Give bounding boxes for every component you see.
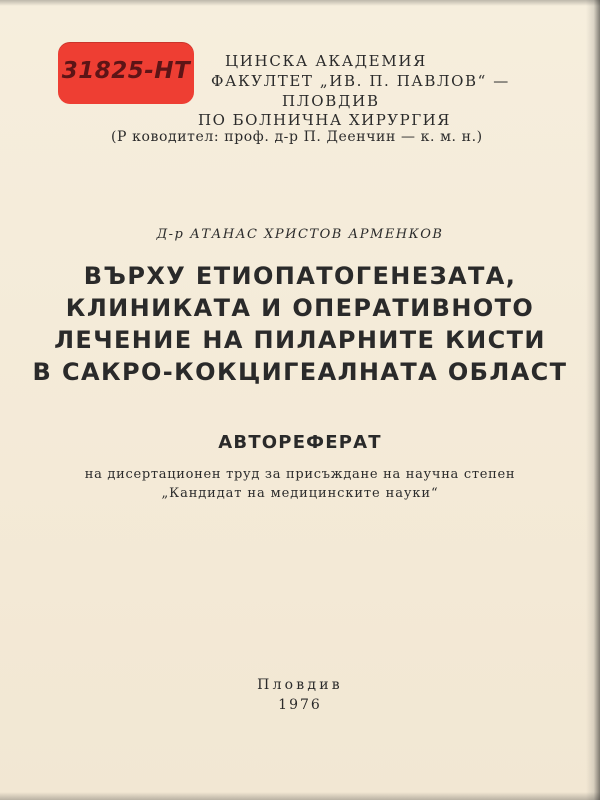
institution-line-3: ПЛОВДИВ [282,92,380,110]
abstract-subline-1: на дисертационен труд за присъждане на научна степен [84,467,516,482]
abstract-label: АВТОРЕФЕРАТ [218,432,382,453]
title-line-4: В САКРО-КОКЦИГЕАЛНАТА ОБЛАСТ [32,358,568,386]
title-line-3: ЛЕЧЕНИЕ НА ПИЛАРНИТЕ КИСТИ [54,326,546,354]
catalog-sticker [58,42,194,104]
author-name: Д-р АТАНАС ХРИСТОВ АРМЕНКОВ [156,227,444,242]
institution-line-5: (Р ководител: проф. д-р П. Деенчин — к. м. н.) [111,129,483,145]
publication-city: Пловдив [257,677,343,693]
institution-line-2: ФАКУЛТЕТ „ИВ. П. ПАВЛОВ“ — [211,72,510,90]
title-line-2: КЛИНИКАТА И ОПЕРАТИВНОТО [65,294,535,322]
scan-bottom-edge [0,792,600,800]
abstract-subline-2: „Кандидат на медицинските науки“ [161,486,439,501]
publication-year: 1976 [278,697,322,713]
institution-line-4: ПО БОЛНИЧНА ХИРУРГИЯ [198,111,451,129]
title-line-1: ВЪРХУ ЕТИОПАТОГЕНЕЗАТА, [83,262,517,290]
scan-top-edge [0,0,600,6]
institution-line-1: ЦИНСКА АКАДЕМИЯ [225,52,427,70]
catalog-code: 31825-НТ [61,58,191,84]
